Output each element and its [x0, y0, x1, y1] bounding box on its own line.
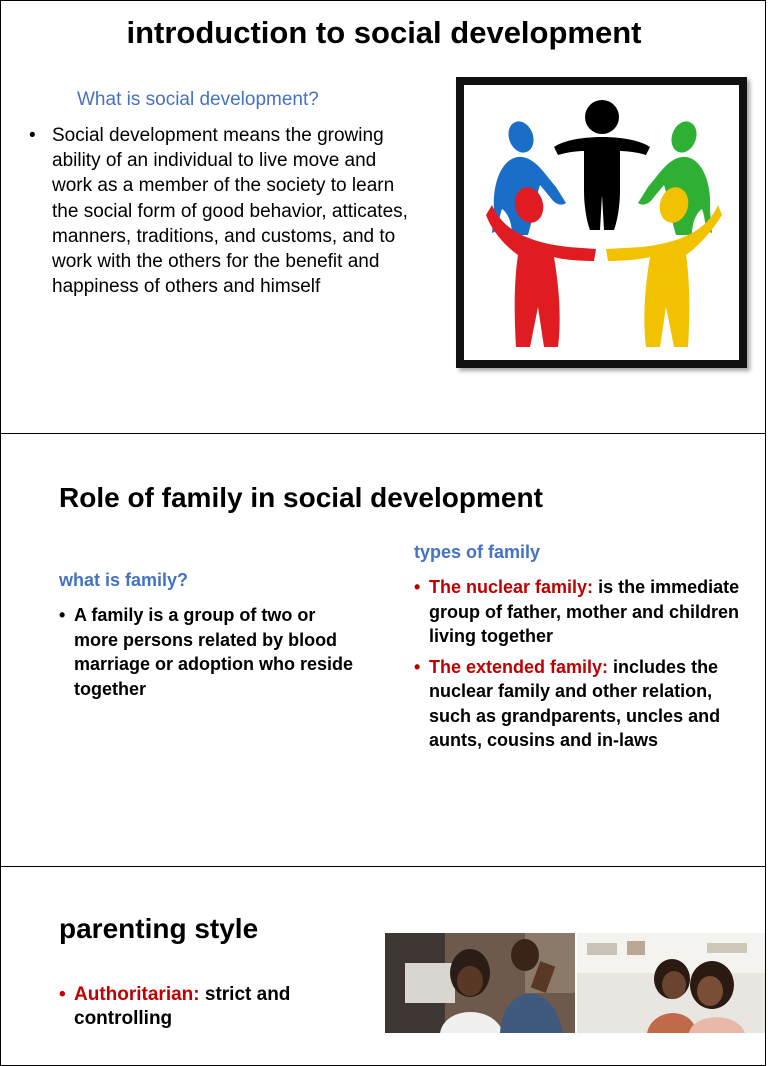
types-of-family-heading: types of family: [414, 542, 541, 562]
nuclear-family-item: [414, 575, 754, 649]
nuclear-family-term: The nuclear family:: [429, 577, 594, 597]
family-types-list: [414, 575, 754, 759]
nuclear-family-desc: is the immediate group of father, mother and children living together: [429, 577, 740, 646]
black-person-figure: [554, 100, 650, 230]
people-circle-picture: [456, 77, 747, 368]
slide-1-title: introduction to social development: [126, 15, 642, 50]
extended-family-item: [414, 655, 754, 753]
people-circle-icon: [464, 85, 739, 360]
parenting-photo-left: [385, 933, 575, 1033]
definition-list: [29, 123, 414, 299]
slide-3: [0, 866, 766, 1066]
slide-2: [0, 433, 766, 867]
slide-1: [0, 0, 766, 434]
family-definition-item: • A family is a group of two or more persons related by blood marriage or adoption who reside together: [59, 603, 359, 701]
what-is-family-heading: what is family?: [59, 570, 189, 590]
parenting-photo-right: [577, 933, 766, 1033]
slide-2-title: Role of family in social development: [59, 482, 543, 513]
definition-item: • Social development means the growing ability of an individual to live move and work as a member of the society to learn the social form of good behavior, atticates, manners, traditions, and customs, and to work with the others for the benefit and happiness of others and himself: [29, 123, 414, 299]
social-development-question: What is social development?: [77, 89, 319, 110]
extended-family-term: The extended family:: [429, 656, 609, 677]
authoritarian-desc: strict and controlling: [74, 984, 291, 1029]
authoritarian-term: Authoritarian:: [74, 984, 200, 1005]
family-definition-list: [59, 603, 359, 707]
extended-family-desc: includes the nuclear family and other relation, such as grandparents, uncles and aunts, cousins and in-laws: [429, 656, 721, 750]
slide-3-title: parenting style: [59, 913, 259, 944]
